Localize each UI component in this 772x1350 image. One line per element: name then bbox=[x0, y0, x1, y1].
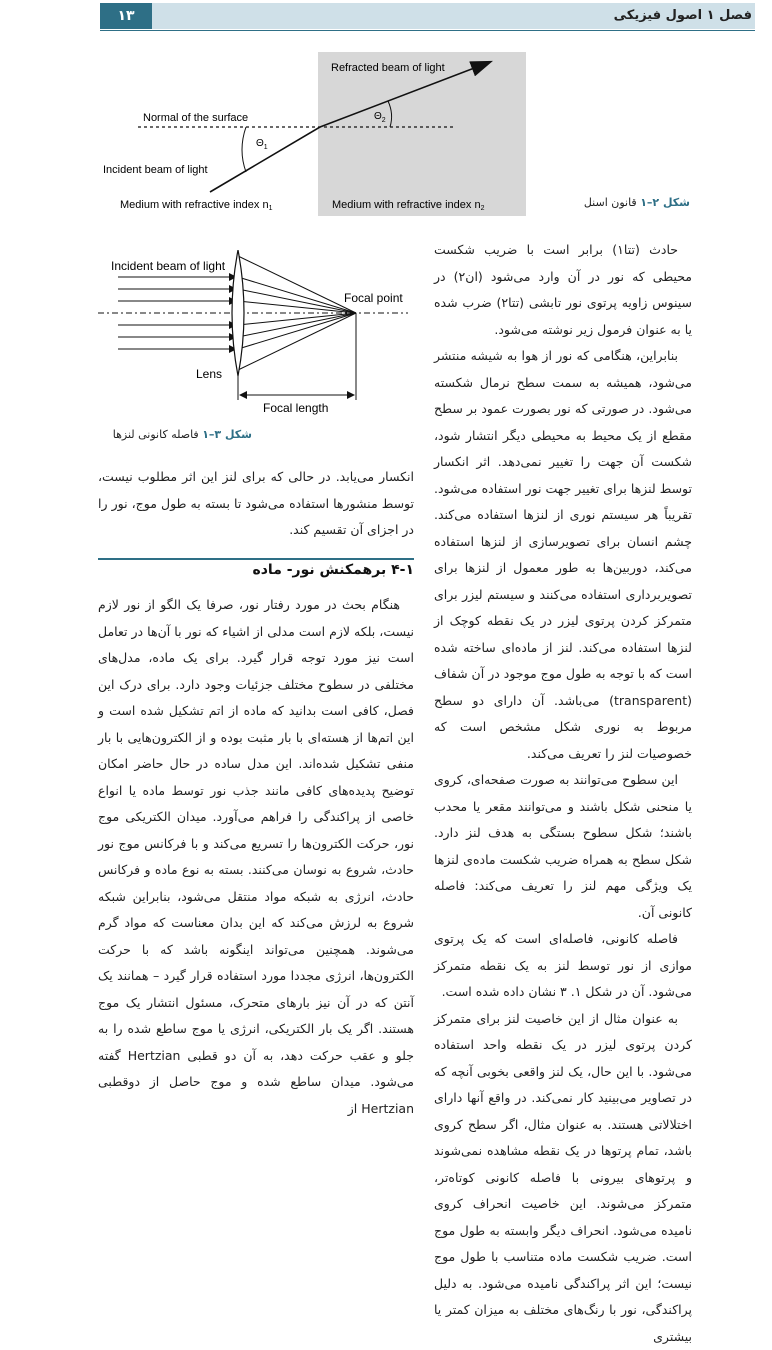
theta1-label: $\Theta_1$ bbox=[256, 138, 268, 151]
focal-point-label: Focal point bbox=[344, 291, 403, 305]
page-number: ۱۳ bbox=[100, 3, 152, 29]
normal-label: Normal of the surface bbox=[143, 112, 248, 124]
paragraph: به عنوان مثال از این خاصیت لنز برای متمرکز کردن پرتوی لیزر در یک نقطه واحد استفاده می‌شود. با این حال، یک لنز واقعی بخوبی آنچه که در تصاویر می‌بینید کار نمی‌کند. در واقع آنها دارای اختلالاتی هستند. به عنوان مثال، اگر سطح کروی باشد، تمام پرتوها در یک نقطه مشاهده نمی‌شوند و پرتوهای بیرونی با فاصله کانونی کوتاه‌تر، متمرکز می‌شوند. این خاصیت انحراف کروی نامیده می‌شود. انحراف دیگر وابسته به طول موج است. ضریب شکست ماده متناسب با طول موج نیست؛ این اثر پراکندگی نامیده می‌شود. به دلیل پراکندگی، نور با رنگ‌های مختلف به میزان کمتر یا بیشتری bbox=[434, 1006, 692, 1350]
paragraph: بنابراین، هنگامی که نور از هوا به شیشه منتشر می‌شود، همیشه به سمت سطح نرمال شکسته می‌شود. در صورتی که نور بصورت عمود بر سطح مقطع از یک محیط به محیطی دیگر انتشار شود، شکست آن جهت را تغییر نمی‌دهد. اثر انکسار توسط لنزها برای تغییر جهت نور استفاده می‌شود. تقریباً هر سیستم نوری از لنزها استفاده می‌کند. چشم انسان برای تصویرسازی از لنزها استفاده می‌کند، دوربین‌ها به طور معمول از لنزها برای تصویربرداری استفاده می‌کنند و سیستم لیزر برای متمرکز کردن پرتوی لیزر در یک نقطه کوچک از لنزها استفاده می‌کند. لنز از ماده‌ای ساخته شده است که با توجه به طول موج موجود در آن شفاف (transparent) می‌باشد. آن دارای دو سطح مربوط به نوری شکل مشخص است که خصوصیات لنز را تعریف می‌کند. bbox=[434, 343, 692, 767]
paragraph: حادث (تتا۱) برابر است با ضریب شکست محیطی که نور در آن وارد می‌شود (ان۲) در سینوس زاویه پرتوی نور تابشی (تتا۲) ضرب شده یا به عنوان فرمول زیر نوشته می‌شود. bbox=[434, 237, 692, 343]
medium2-region bbox=[318, 52, 526, 216]
figure-snells-law bbox=[98, 48, 538, 220]
refracted-label: Refracted beam of light bbox=[331, 62, 445, 74]
header-rule bbox=[100, 30, 755, 31]
theta2-label: $\Theta_2$ bbox=[374, 111, 386, 124]
lens-incident-label: Incident beam of light bbox=[111, 259, 226, 273]
right-column bbox=[434, 237, 692, 1350]
figure2-caption bbox=[584, 196, 690, 209]
section-rule bbox=[98, 558, 414, 560]
paragraph: هنگام بحث در مورد رفتار نور، صرفا یک الگو از نور لازم نیست، بلکه لازم است مدلی از اشیاء که نور با آن‌ها در تعامل است نیز مورد توجه قرار گیرد. برای یک ماده، مدل‌های مختلفی در سطوح مختلف جزئیات وجود دارد. برای درک این فصل، کافی است بدانید که ماده از اتم تشکیل شده است و این اتم‌ها از هسته‌ای با بار مثبت بوده و از الکترون‌هایی با بار منفی تشکیل شده‌اند. این مدل ساده در حال حاضر امکان توضیح پدیده‌های کافی مانند جذب نور توسط ماده یا انواع خاصی از پراکندگی را فراهم می‌آورد. میدان الکتریکی موج نور، حرکت الکترون‌ها را تسریع می‌کند و با فرکانس موج نور حادث، شروع به نوسان می‌کنند. بسته به نوع ماده و فرکانس حادث، انرژی به شبکه مواد منتقل می‌شود، بنابراین شبکه شروع به لرزش می‌کند که این بدان معناست که مواد گرم می‌شوند. همچنین می‌تواند اینگونه باشد که با حرکت الکترون‌ها، انرژی مجددا مورد استفاده قرار گیرد – همانند یک آنتن که در آن نیز بارهای متحرک، مسئول انتشار یک موج هستند. اگر یک بار الکتریکی، انرژی یا موج ساطع شده را به جلو و عقب حرکت دهد، به آن دو قطبی Hertzian گفته می‌شود. میدان ساطع شده و موج حاصل از دوقطبی Hertzian از bbox=[98, 592, 414, 1122]
paragraph: فاصله کانونی، فاصله‌ای است که یک پرتوی موازی از نور توسط لنز به یک نقطه متمرکز می‌شود. آن در شکل ۱. ۳ نشان داده شده است. bbox=[434, 926, 692, 1006]
left-column-top bbox=[98, 464, 414, 544]
medium1-label: Medium with refractive index n1 bbox=[120, 199, 273, 212]
medium2-label: Medium with refractive index n2 bbox=[332, 199, 485, 212]
focal-length-label: Focal length bbox=[263, 401, 328, 415]
paragraph: این سطوح می‌توانند به صورت صفحه‌ای، کروی یا منحنی شکل باشند و می‌توانند مقعر یا محدب باشند؛ شکل سطوح بستگی به هدف لنز دارد. شکل سطح به همراه ضریب شکست ماده‌ی لنزها یک ویژگی مهم لنز را تعریف می‌کند: فاصله کانونی آن. bbox=[434, 767, 692, 926]
section-title: ۴-۱ برهمکنش نور- ماده bbox=[98, 562, 414, 578]
theta1-arc bbox=[242, 127, 246, 172]
left-column bbox=[98, 592, 414, 1122]
figure-focal-length bbox=[98, 250, 428, 422]
incident-label: Incident beam of light bbox=[103, 164, 208, 176]
lens-shape bbox=[232, 250, 244, 376]
figure3-caption-label: شکل ۳–۱ bbox=[202, 428, 252, 441]
lens-label: Lens bbox=[196, 367, 222, 381]
paragraph: انکسار می‌یابد. در حالی که برای لنز این اثر مطلوب نیست، توسط منشورها استفاده می‌شود تا بسته به طول موج، نور را در اجزای آن تقسیم کند. bbox=[98, 464, 414, 544]
figure3-caption bbox=[98, 428, 252, 441]
figure2-caption-label: شکل ۲–۱ bbox=[640, 196, 690, 209]
figure2-caption-text: قانون اسنل bbox=[584, 196, 640, 209]
figure3-caption-text: فاصله کانونی لنزها bbox=[113, 428, 202, 441]
page-header bbox=[0, 0, 772, 34]
incident-ray bbox=[210, 127, 320, 192]
chapter-title: فصل ۱ اصول فیزیکی bbox=[614, 3, 752, 29]
